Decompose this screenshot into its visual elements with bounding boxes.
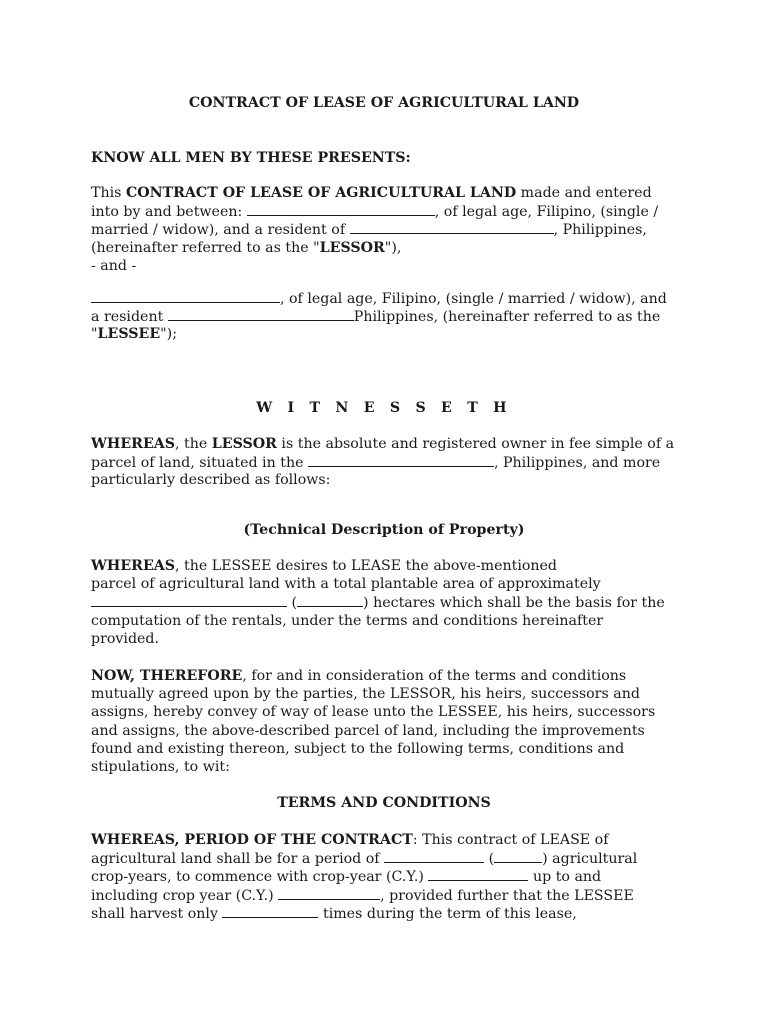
- terms-conditions-heading: TERMS AND CONDITIONS: [277, 795, 491, 811]
- lessor-residence-blank[interactable]: [350, 220, 554, 234]
- witnesseth-heading: W I T N E S S E T H: [256, 400, 512, 416]
- harvest-times-blank[interactable]: [222, 904, 318, 918]
- whereas-lease-paragraph: WHEREAS, the LESSEE desires to LEASE the above-mentioned parcel of agricultural land with a total plantable area of approximately ( ) hectares which shall be the basis for the computation of the rentals, under the terms and conditions hereinafter provided.: [91, 558, 665, 647]
- know-all-heading: KNOW ALL MEN BY THESE PRESENTS:: [91, 150, 411, 166]
- technical-description-heading: (Technical Description of Property): [243, 522, 525, 538]
- period-number-blank[interactable]: [494, 849, 542, 863]
- land-location-blank[interactable]: [308, 453, 494, 467]
- area-number-blank[interactable]: [297, 593, 363, 607]
- start-crop-year-blank[interactable]: [428, 867, 528, 881]
- period-words-blank[interactable]: [384, 849, 484, 863]
- lessee-residence-blank[interactable]: [168, 307, 354, 321]
- whereas-ownership-paragraph: WHEREAS, the LESSOR is the absolute and registered owner in fee simple of a parcel of land, situated in the , Philippines, and more particularly described as follows:: [91, 436, 675, 489]
- parties-paragraph-lessee: , of legal age, Filipino, (single / married / widow), and a resident Philippines, (hereinafter referred to as the "LESSEE");: [91, 291, 667, 343]
- area-words-blank[interactable]: [91, 593, 287, 607]
- end-crop-year-blank[interactable]: [278, 886, 380, 900]
- lessee-name-blank[interactable]: [91, 289, 280, 303]
- parties-paragraph-lessor: This CONTRACT OF LEASE OF AGRICULTURAL LAND made and entered into by and between: , of legal age, Filipino, (single / married / widow), and a resident of , Philippines, (hereinafter referred to as the "LESSOR"), - and -: [91, 185, 659, 274]
- now-therefore-paragraph: NOW, THEREFORE, for and in consideration of the terms and conditions mutually agreed upon by the parties, the LESSOR, his heirs, successors and assigns, hereby convey of way of lease unto the LESSEE, his heirs, successors and assigns, the above-described parcel of land, including the improvements found and existing thereon, subject to the following terms, conditions and stipulations, to wit:: [91, 668, 656, 775]
- period-of-contract-paragraph: WHEREAS, PERIOD OF THE CONTRACT: This contract of LEASE of agricultural land shall be for a period of ( ) agricultural crop-years, to commence with crop-year (C.Y.) up to and including crop year (C.Y.) , provided further that the LESSEE shall harvest only times during the term of this lease,: [91, 832, 638, 922]
- lessor-name-blank[interactable]: [247, 202, 435, 216]
- document-title: CONTRACT OF LEASE OF AGRICULTURAL LAND: [188, 95, 580, 111]
